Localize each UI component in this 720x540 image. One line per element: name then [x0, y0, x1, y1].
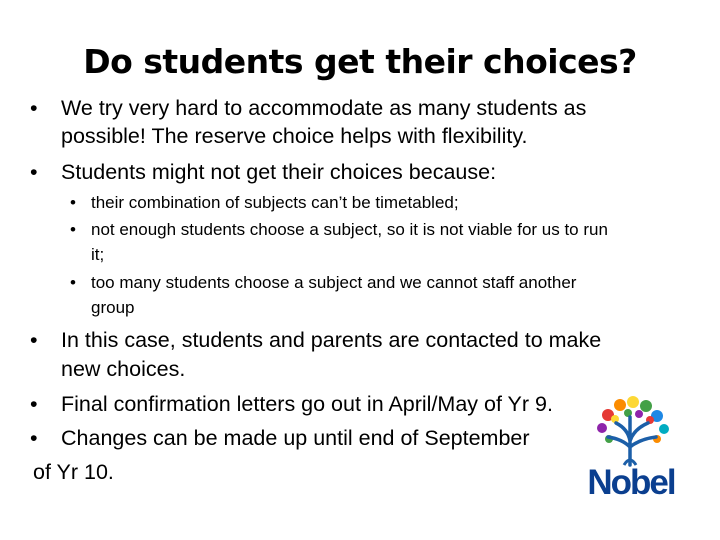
bullet-text-line: Final confirmation letters go out in April/May of Yr 9.	[61, 392, 553, 416]
bullet-marker: •	[30, 426, 38, 450]
sub-bullet-marker: •	[70, 193, 76, 212]
bullet-text-line: We try very hard to accommodate as many students as	[61, 96, 587, 120]
bullet-marker: •	[30, 392, 38, 416]
slide-title: Do students get their choices?	[83, 42, 637, 81]
sub-bullet-text-line: it;	[91, 245, 105, 264]
bullet-text-line: new choices.	[61, 357, 186, 381]
sub-bullet-marker: •	[70, 273, 76, 292]
sub-bullet-text-line: their combination of subjects can’t be timetabled;	[91, 193, 459, 212]
bullet-text-line: possible! The reserve choice helps with flexibility.	[61, 124, 528, 148]
bullet-text-line: Changes can be made up until end of September	[61, 426, 530, 450]
continuation-text: of Yr 10.	[33, 460, 114, 484]
sub-bullet-text-line: not enough students choose a subject, so it is not viable for us to run	[91, 220, 608, 239]
bullet-text-line: Students might not get their choices because:	[61, 160, 497, 184]
bullet-text-line: In this case, students and parents are contacted to make	[61, 328, 602, 352]
tree-icon	[578, 395, 684, 467]
bullet-marker: •	[30, 160, 38, 184]
bullet-marker: •	[30, 328, 38, 352]
sub-bullet-text-line: group	[91, 298, 135, 317]
logo-wordmark: Nobel	[587, 463, 675, 502]
nobel-logo	[578, 395, 684, 505]
bullet-marker: •	[30, 96, 38, 120]
sub-bullet-text-line: too many students choose a subject and we cannot staff another	[91, 273, 577, 292]
sub-bullet-marker: •	[70, 220, 76, 239]
